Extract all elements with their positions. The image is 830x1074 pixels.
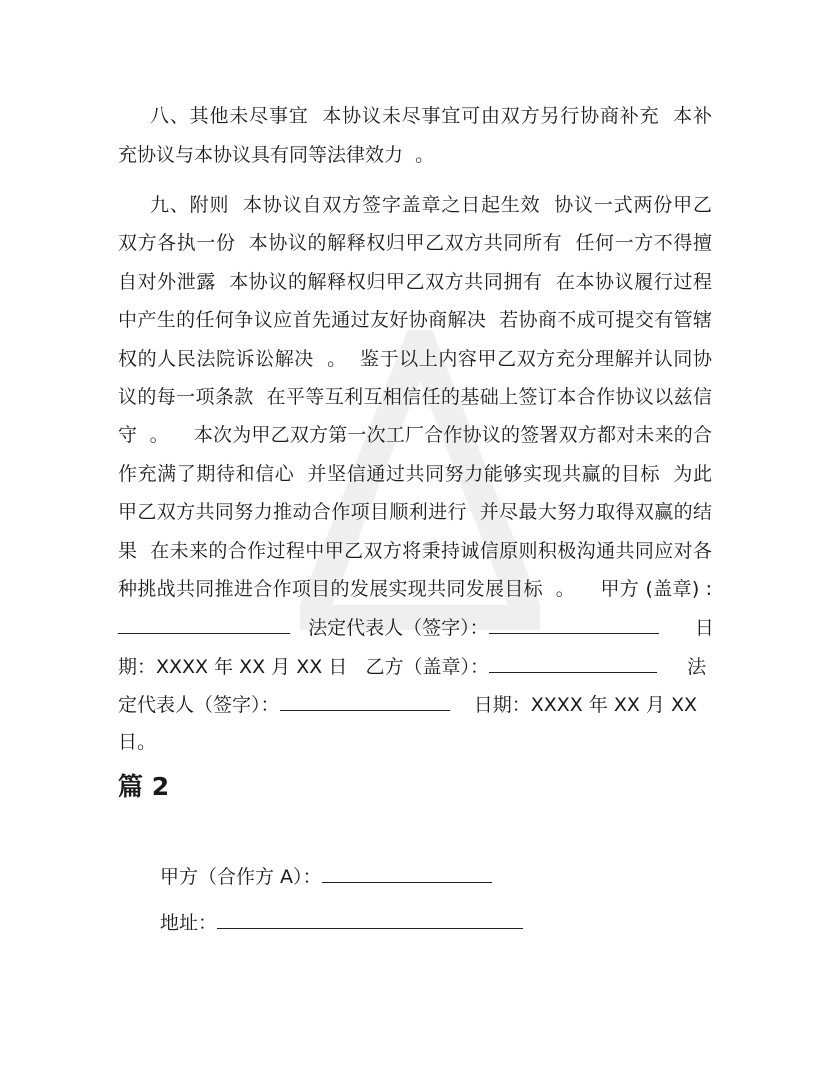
- section9-line: 议的每一项条款 在平等互利互相信任的基础上签订本合作协议以兹信: [118, 386, 712, 408]
- legal-rep-label: 法定代表人（签字）：: [308, 617, 489, 639]
- section-heading: 篇 2: [118, 772, 170, 801]
- signature-line-1: [118, 615, 712, 640]
- address-blank[interactable]: [217, 910, 523, 929]
- section9-line: 甲乙双方共同努力推动合作项目顺利进行 并尽最大努力取得双赢的结: [118, 501, 712, 523]
- party-b-seal-blank[interactable]: [489, 654, 657, 673]
- section8-line: 八、其他未尽事宜 本协议未尽事宜可由双方另行协商补充 本补: [150, 105, 712, 127]
- section9-line: 双方各执一份 本协议的解释权归甲乙双方共同所有 任何一方不得擅: [118, 232, 712, 254]
- party-a-seal-blank[interactable]: [118, 615, 290, 634]
- section9-line: 果 在未来的合作过程中甲乙双方将秉持诚信原则积极沟通共同应对各: [118, 540, 712, 562]
- section9-line: 种挑战共同推进合作项目的发展实现共同发展目标 。 甲方 (盖章) :: [118, 578, 712, 600]
- party-a-blank[interactable]: [322, 864, 492, 883]
- legal-rep-fragment: 法: [687, 656, 707, 678]
- date-label-fragment: 日: [694, 617, 714, 639]
- address-label: 地址：: [160, 912, 218, 934]
- date-b: 日期：XXXX 年 XX 月 XX: [473, 694, 697, 716]
- legal-rep-b-blank[interactable]: [280, 692, 450, 711]
- section9-line: 守 。 本次为甲乙双方第一次工厂合作协议的签署双方都对未来的合: [118, 424, 712, 446]
- legal-rep-b-label: 定代表人（签字）：: [118, 694, 280, 716]
- section9-line: 作充满了期待和信心 并坚信通过共同努力能够实现共赢的目标 为此: [118, 463, 712, 485]
- party-b-seal-label: 乙方（盖章）：: [365, 656, 489, 678]
- party-a-field: [160, 864, 492, 889]
- signature-line-2: [118, 654, 712, 679]
- section9-line: 九、附则 本协议自双方签字盖章之日起生效 协议一式两份甲乙: [150, 194, 712, 216]
- party-a-label: 甲方（合作方 A）：: [160, 866, 322, 888]
- section9-line: 中产生的任何争议应首先通过友好协商解决 若协商不成可提交有管辖: [118, 309, 712, 331]
- section8-line: 充协议与本协议具有同等法律效力 。: [118, 144, 435, 166]
- address-field: [160, 910, 523, 935]
- signature-line-3: [118, 692, 712, 717]
- section9-line: 权的人民法院诉讼解决 。 鉴于以上内容甲乙双方充分理解并认同协: [118, 348, 712, 370]
- date-a: 期：XXXX 年 XX 月 XX 日: [118, 656, 348, 678]
- legal-rep-a-blank[interactable]: [489, 615, 659, 634]
- section9-line: 自对外泄露 本协议的解释权归甲乙双方共同拥有 在本协议履行过程: [118, 271, 712, 293]
- signature-line-4: 日。: [118, 731, 157, 753]
